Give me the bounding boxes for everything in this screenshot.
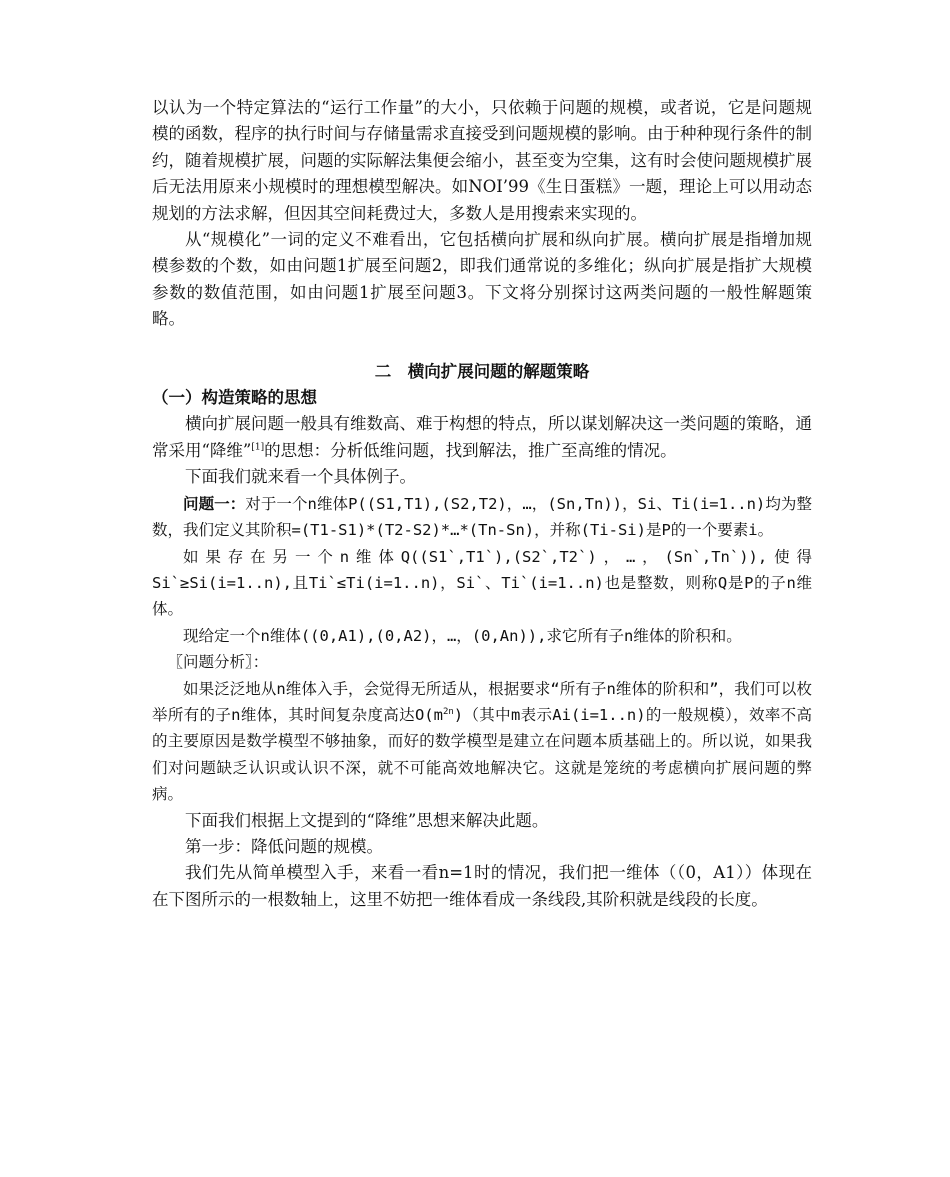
strategy-text-cont: 的思想：分析低维问题，找到解法，推广至高维的情况。 <box>264 440 677 460</box>
paragraph-analysis <box>152 676 812 808</box>
problem-label: 问题一： <box>183 494 246 513</box>
paragraph-strategy <box>152 411 812 464</box>
analysis-heading: 〖问题分析〗： <box>167 653 269 672</box>
analysis-text: 如果泛泛地从n维体入手，会觉得无所适从，根据要求“所有子n维体的阶积和”，我们可以枚举所有的子n维体，其时间复杂度高达O(m <box>152 679 812 724</box>
document-body <box>152 95 812 913</box>
paragraph-scale-intro: 以认为一个特定算法的“运行工作量”的大小，只依赖于问题的规模，或者说，它是问题规模的函数，程序的执行时间与存储量需求直接受到问题规模的影响。由于种种现行条件的制约，随着规模扩展，问题的实际解法集便会缩小，甚至变为空集，这有时会使问题规模扩展后无法用原来小规模时的理想模型解决。如NOI’99《生日蛋糕》一题，理论上可以用动态规划的方法求解，但因其空间耗费过大，多数人是用搜索来实现的。 <box>152 98 812 223</box>
paragraph-next: 下面我们根据上文提到的“降维”思想来解决此题。 <box>185 810 549 830</box>
complexity-exponent: 2n <box>442 706 454 717</box>
paragraph-expansion-types: 从“规模化”一词的定义不难看出，它包括横向扩展和纵向扩展。横向扩展是指增加规模参数的个数，如由问题1扩展至问题2，即我们通常说的多维化；纵向扩展是指扩大规模参数的数值范围，如由问题1扩展至问题3。下文将分别探讨这两类问题的一般性解题策略。 <box>152 230 812 329</box>
paragraph-example-intro: 下面我们就来看一个具体例子。 <box>185 467 416 487</box>
analysis-text-cont: )（其中m表示Ai(i=1..n)的一般规模），效率不高的主要原因是数学模型不够抽象，而好的数学模型是建立在问题本质基础上的。所以说，如果我们对问题缺乏认识或认识不深，就不可能高效地解决它。这就是笼统的考虑横向扩展问题的弊病。 <box>152 705 812 804</box>
paragraph-problem-definition <box>152 491 812 544</box>
strategy-text: 横向扩展问题一般具有维数高、难于构想的特点，所以谋划解决这一类问题的策略，通常采用“降维” <box>152 414 812 460</box>
paragraph-step1-detail: 我们先从简单模型入手，来看一看n=1时的情况，我们把一维体（（0，A1））体现在在下图所示的一根数轴上，这里不妨把一维体看成一条线段,其阶积就是线段的长度。 <box>152 863 812 909</box>
subsection-title: （一）构造策略的思想 <box>152 388 317 408</box>
citation-ref[interactable]: [1] <box>251 442 265 453</box>
section-title: 二 横向扩展问题的解题策略 <box>374 361 590 381</box>
paragraph-step1: 第一步：降低问题的规模。 <box>185 836 383 856</box>
paragraph-sub-ndim: 如果存在另一个n维体Q((S1`,T1`),(S2`,T2`)，…，(Sn`,Tn`)),使得Si`≥Si(i=1..n),且Ti`≤Ti(i=1..n)，Si`、Ti`(i=1..n)也是整数，则称Q是P的子n维体。 <box>152 547 812 619</box>
paragraph-task: 现给定一个n维体((0,A1),(0,A2)，…，(0,An)),求它所有子n维体的阶积和。 <box>183 626 742 645</box>
problem-text: 对于一个n维体P((S1,T1),(S2,T2)，…，(Sn,Tn))，Si、Ti(i=1..n)均为整数，我们定义其阶积=(T1-S1)*(T2-S2)*…*(Tn-Sn)，并称(Ti-Si)是P的一个要素i。 <box>152 494 812 540</box>
